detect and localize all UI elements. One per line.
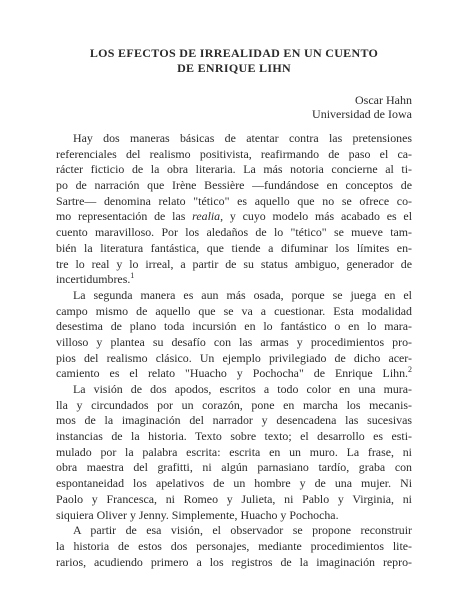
text-fragment: mo representación de las — [56, 209, 186, 224]
text-line: rácter ficticio de la obra literaria. La más notoria concierne al ti- — [56, 162, 412, 177]
text-line: rarios, acudiendo primero a los registros de la imaginación repro- — [56, 554, 412, 569]
paragraph-2 — [56, 288, 412, 382]
text-line: Hay dos maneras básicas de atentar contra las pretensiones — [73, 131, 412, 145]
text-line: tre lo real y lo irreal, a partir de su status ambiguo, generador de — [56, 256, 412, 271]
title-line-2: DE ENRIQUE LIHN — [177, 61, 291, 75]
article-page — [56, 46, 412, 570]
text-line: Sartre— denomina relato "tético" es aquello que no se ofrece co- — [56, 193, 412, 208]
text-fragment: , y cuyo modelo más acabado es el — [220, 209, 412, 224]
text-line: obra maestra del grafitti, ni algún parnasiano tardío, graba con — [56, 460, 412, 475]
text-line-last — [56, 366, 412, 382]
article-body — [56, 131, 412, 570]
text-line: po de narración que Irène Bessière —fundándose en conceptos de — [56, 178, 412, 193]
text-line: lla y circundados por un corazón, pone en marcha los mecanis- — [56, 397, 412, 412]
text-line: Paolo y Francesca, ni Romeo y Julieta, ni Pablo y Virginia, ni — [56, 491, 412, 506]
author-block — [56, 93, 412, 121]
text-fragment: camiento es el relato "Huacho y Pochocha" de Enrique Lihn. — [56, 366, 408, 381]
author-affiliation: Universidad de Iowa — [312, 107, 412, 121]
text-line: cuento maravilloso. Por los aledaños de lo "tético" se mueve tam- — [56, 225, 412, 240]
paragraph-4 — [56, 523, 412, 570]
text-line: instancias de la historia. Texto sobre texto; el desarrollo es esti- — [56, 429, 412, 444]
paragraph-3 — [56, 382, 412, 523]
text-line: bién la literatura fantástica, que tiende a difuminar los límites en- — [56, 240, 412, 255]
text-line: villoso y plantea su desafío con las armas y procedimientos pro- — [56, 334, 412, 349]
article-title — [56, 46, 412, 76]
title-line-1: LOS EFECTOS DE IRREALIDAD EN UN CUENTO — [89, 46, 379, 60]
italic-term: realia — [192, 209, 221, 224]
text-line: referenciales del realismo positivista, reafirmando de paso el ca- — [56, 146, 412, 161]
text-line-mixed — [56, 209, 412, 225]
text-line: campo mismo de aquello que se va a cuestionar. Esta modalidad — [56, 303, 412, 318]
text-line: pios del realismo clásico. Un ejemplo privilegiado de dicho acer- — [56, 350, 412, 365]
paragraph-1 — [56, 131, 412, 288]
text-line-last — [56, 272, 412, 288]
footnote-marker: 1 — [130, 271, 135, 281]
text-fragment: incertidumbres. — [56, 272, 131, 287]
text-line: desestima de plano toda incursión en lo fantástico o en lo mara- — [56, 319, 412, 334]
text-line: espontaneidad los apelativos de un hombre y de una mujer. Ni — [56, 476, 412, 491]
text-line: La visión de dos apodos, escritos a todo color en una mura- — [73, 382, 412, 396]
text-line: La segunda manera es aun más osada, porque se juega en el — [73, 287, 412, 302]
footnote-marker: 2 — [408, 365, 412, 375]
text-line-last: siquiera Oliver y Jenny. Simplemente, Huacho y Pochocha. — [56, 507, 339, 522]
text-line: A partir de esa visión, el observador se propone reconstruir — [73, 523, 412, 538]
text-line: la historia de estos dos personajes, mediante procedimientos lite- — [56, 538, 412, 553]
author-name: Oscar Hahn — [355, 93, 412, 107]
text-line: mulado por la palabra escrita: escrita en un muro. La frase, ni — [56, 444, 412, 459]
text-line: mos de la imaginación del narrador y desencadena las sucesivas — [56, 413, 412, 428]
